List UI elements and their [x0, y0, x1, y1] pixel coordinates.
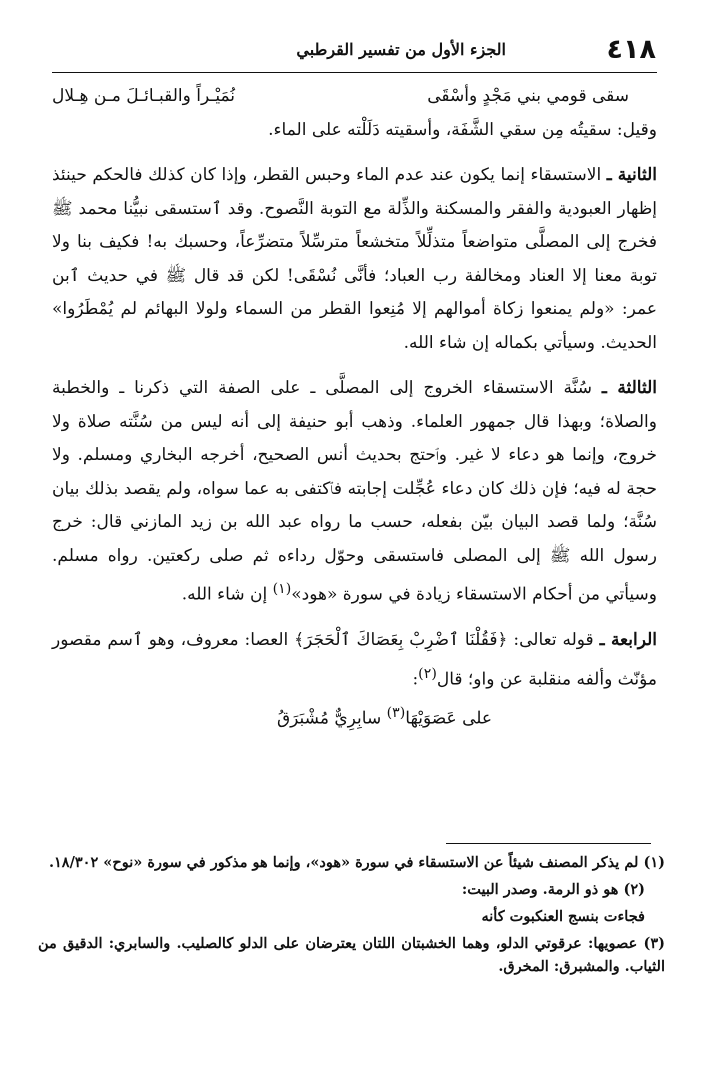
paragraph-fourth [52, 624, 657, 697]
verse-line [52, 80, 657, 114]
footnote-2: (٢) هو ذو الرمة. وصدر البيت: [461, 881, 645, 898]
section-label-third: الثالثة ـ [601, 378, 657, 398]
running-title: الجزء الأول من تفسير القرطبي [296, 40, 506, 59]
footnote-ref-1: (١) [272, 581, 292, 597]
main-text [52, 80, 657, 736]
footnote-rule [446, 843, 651, 844]
footnote-3: (٣) عصويها: عرقوتي الدلو، وهما الخشبتان اللتان يعترضان على الدلو كالصليب. والسابري: الدقيق من الثياب. والمشبرق: المخرق. [38, 935, 665, 975]
footnote-2-verse: فجاءت بنسج العنكبوت كأنه [481, 908, 645, 925]
paragraph-third-end: إن شاء الله. [181, 584, 273, 605]
paragraph-third [52, 372, 657, 612]
header-rule [52, 72, 657, 73]
footnotes [38, 851, 665, 982]
section-label-second: الثانية ـ [606, 165, 657, 185]
page-number: ٤١٨ [606, 34, 656, 65]
section-label-fourth: الرابعة ـ [599, 630, 657, 651]
verse-first-hemistich: سقى قومي بني مَجْدٍ وأسْقَى [427, 86, 629, 106]
paragraph-second-text: الاستسقاء إنما يكون عند عدم الماء وحبس القطر، وإذا كان كذلك فالحكم حينئذ إظهار العبودية والفقر والمسكنة والذِّلة مع التوبة النَّصوح. وقد ٱستسقى نبيُّنا محمد ﷺ فخرج إلى المصلَّى متواضعاً متذلِّلاً متخشعاً مترسِّلاً متضرِّعاً، وحسبك به! فكيف بنا ولا توبة معنا إلا العناد ومخالفة رب العباد؛ فأنَّى نُسْقَى! لكن قد قال ﷺ في حديث ٱبن عمر: «ولم يمنعوا زكاة أموالهم إلا مُنِعوا القطر من السماء ولولا البهائم لم يُمْطَرُوا» الحديث. وسيأتي بكماله إن شاء الله. [52, 165, 658, 353]
footnote-ref-2: (٢) [418, 665, 437, 682]
hemistich-part-b: سابِرِيٌّ مُشْبَرَقُ [276, 708, 387, 729]
paragraph-fourth-text: قوله تعالى: ﴿فَقُلْنَا ٱضْرِبْ بِعَصَاكَ ٱلْحَجَرَ﴾ العصا: معروف، وهو ٱسم مقصور مؤنّث وألفه منقلبة عن واو؛ قال [52, 630, 657, 690]
quoted-hemistich [52, 697, 657, 736]
verse-second-hemistich: نُمَيْـراً والقبـائـلَ مـن هِـلال [52, 86, 236, 106]
hemistich-part-a: على عَصَوَيْهَا [405, 708, 493, 729]
paragraph-second [52, 159, 657, 360]
paragraph-third-text: سُنَّة الاستسقاء الخروج إلى المصلَّى ـ على الصفة التي ذكرنا ـ والخطبة والصلاة؛ وبهذا قال جمهور العلماء. وذهب أبو حنيفة إلى أنه ليس من سُنَّته صلاة ولا خروج، وإنما هو دعاء لا غير. وٱحتج بحديث أنس الصحيح، أخرجه البخاري ومسلم. ولا حجة له فيه؛ فإن ذلك كان دعاء عُجِّلت إجابته فٱكتفى به عما سواه، ولم يقصد بذلك بيان سُنَّة؛ ولما قصد البيان بيّن بفعله، حسب ما رواه عبد الله بن زيد المازني قال: خرج رسول الله ﷺ إلى المصلى فاستسقى وحوّل رداءه ثم صلى ركعتين. رواه مسلم. وسيأتي من أحكام الاستسقاء زيادة في سورة «هود» [52, 378, 657, 605]
paragraph-qila: وقيل: سقيتُه مِن سقي الشَّفَة، وأسقيته دَلَلْته على الماء. [268, 119, 657, 140]
footnote-1: (١) لم يذكر المصنف شيئاً عن الاستسقاء في سورة «هود»، وإنما هو مذكور في سورة «نوح» ١٨/٣٠٢. [48, 854, 665, 871]
running-header [56, 30, 656, 70]
paragraph-fourth-colon: : [412, 669, 419, 690]
footnote-ref-3: (٣) [386, 704, 406, 721]
